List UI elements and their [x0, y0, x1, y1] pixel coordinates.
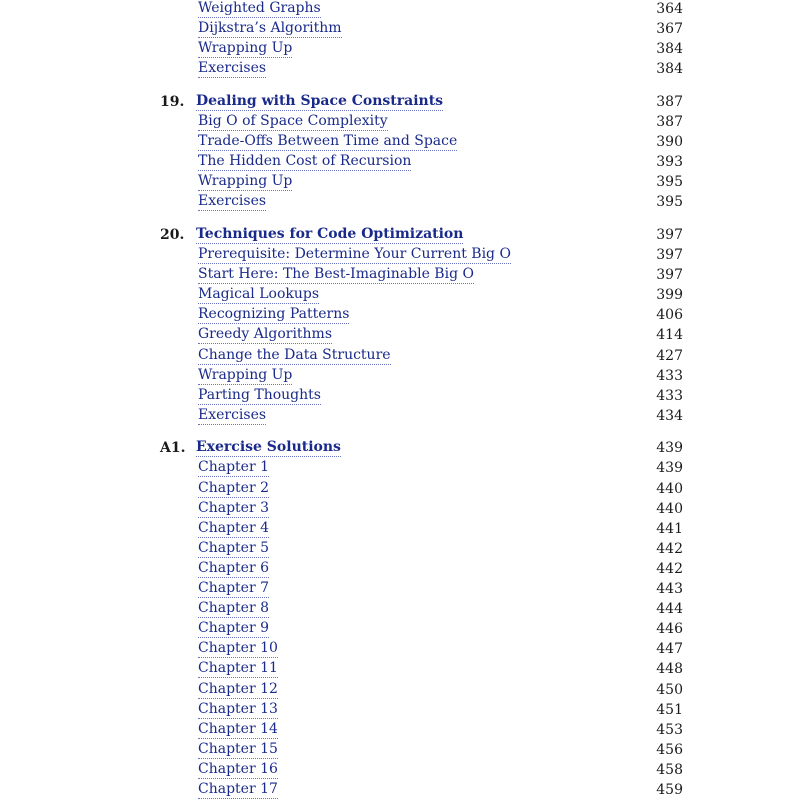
toc-section-row	[0, 132, 800, 152]
toc-section-link[interactable]: Chapter 7	[198, 580, 269, 597]
toc-section-link[interactable]: Chapter 17	[198, 780, 278, 797]
toc-section-row	[0, 285, 800, 305]
toc-page-number: 453	[656, 721, 683, 738]
toc-page-number: 364	[656, 1, 683, 17]
toc-chapter-row	[0, 92, 800, 112]
toc-section-row	[0, 192, 800, 212]
toc-section-link[interactable]: Exercises	[198, 193, 267, 210]
toc-section-link[interactable]: Start Here: The Best-Imaginable Big O	[198, 266, 474, 283]
toc-page-number: 442	[656, 540, 683, 557]
toc-section-link[interactable]: Chapter 16	[198, 760, 278, 777]
toc-section-row	[0, 740, 800, 760]
toc-section-row	[0, 152, 800, 172]
toc-page-number: 439	[656, 440, 683, 457]
toc-section-row	[0, 406, 800, 426]
toc-chapter	[0, 92, 800, 213]
toc-page-number: 440	[656, 500, 683, 517]
toc-section-link[interactable]: Chapter 4	[198, 519, 269, 536]
toc-section-row	[0, 325, 800, 345]
toc-page-number: 397	[656, 267, 683, 284]
toc-page-number: 450	[656, 681, 683, 698]
toc-spacer	[0, 426, 800, 439]
toc-page-number: 444	[656, 601, 683, 618]
toc-chapter-link[interactable]: Dealing with Space Constraints	[196, 92, 444, 109]
toc-chapter	[0, 225, 800, 426]
toc-page-number: 390	[656, 134, 683, 151]
toc-section-link[interactable]: Trade-Offs Between Time and Space	[198, 133, 458, 150]
toc-section-row	[0, 366, 800, 386]
toc-section-link[interactable]: Dijkstra’s Algorithm	[198, 20, 342, 37]
toc-section-link[interactable]: Parting Thoughts	[198, 386, 321, 403]
toc-section-row	[0, 720, 800, 740]
toc-chapter-number: 19.	[160, 93, 185, 110]
toc-section-row	[0, 579, 800, 599]
toc-section-row	[0, 458, 800, 478]
toc-section-link[interactable]: Chapter 14	[198, 720, 278, 737]
toc-section-link[interactable]: Chapter 11	[198, 660, 278, 677]
toc-section-row	[0, 305, 800, 325]
toc-page-number: 446	[656, 621, 683, 638]
toc-section-row	[0, 245, 800, 265]
toc-section-link[interactable]: Chapter 10	[198, 640, 278, 657]
toc-page-number: 448	[656, 661, 683, 678]
toc-chapter-link[interactable]: Exercise Solutions	[196, 439, 341, 456]
toc-page-number: 393	[656, 154, 683, 171]
toc-page-number: 384	[656, 41, 683, 58]
toc-section-link[interactable]: Chapter 9	[198, 620, 269, 637]
toc-page-number: 451	[656, 701, 683, 718]
toc-section-link[interactable]: Wrapping Up	[198, 40, 293, 57]
toc-section-row	[0, 172, 800, 192]
toc-page-number: 395	[656, 194, 683, 211]
toc-page-number: 443	[656, 581, 683, 598]
toc-section-row	[0, 0, 800, 19]
toc-section-row	[0, 59, 800, 79]
toc-section-link[interactable]: Chapter 8	[198, 600, 269, 617]
toc-page-number: 367	[656, 21, 683, 38]
toc-section-link[interactable]: Greedy Algorithms	[198, 326, 333, 343]
toc-page-number: 458	[656, 761, 683, 778]
toc-section-link[interactable]: Exercises	[198, 60, 267, 77]
toc-section-link[interactable]: Magical Lookups	[198, 286, 320, 303]
toc-section-row	[0, 39, 800, 59]
toc-page-number: 447	[656, 641, 683, 658]
toc-page-number: 399	[656, 287, 683, 304]
toc-section-row	[0, 112, 800, 132]
toc-section-link[interactable]: Chapter 12	[198, 680, 278, 697]
toc-section-link[interactable]: Chapter 15	[198, 740, 278, 757]
toc-page-number: 439	[656, 460, 683, 477]
toc-section-row	[0, 639, 800, 659]
toc-section-row	[0, 700, 800, 720]
toc-section-link[interactable]: Chapter 1	[198, 459, 269, 476]
toc-section-link[interactable]: Chapter 13	[198, 700, 278, 717]
toc-page-number: 387	[656, 113, 683, 130]
toc-section-link[interactable]: Big O of Space Complexity	[198, 112, 388, 129]
toc-chapter-row	[0, 438, 800, 458]
toc-spacer	[0, 212, 800, 225]
toc-page-number: 384	[656, 61, 683, 78]
toc-lead-group	[0, 0, 800, 79]
toc-page-number: 441	[656, 520, 683, 537]
toc-section-row	[0, 680, 800, 700]
toc-chapter-number: 20.	[160, 226, 185, 243]
toc-page-number: 456	[656, 741, 683, 758]
toc-page-number: 433	[656, 367, 683, 384]
toc-section-row	[0, 19, 800, 39]
toc-page-number: 442	[656, 560, 683, 577]
toc-section-row	[0, 539, 800, 559]
toc-page-number: 434	[656, 407, 683, 424]
toc-section-row	[0, 559, 800, 579]
toc-section-row	[0, 499, 800, 519]
toc-chapter-number: A1.	[160, 440, 186, 457]
toc-section-link[interactable]: Chapter 2	[198, 479, 269, 496]
toc-section-link[interactable]: Wrapping Up	[198, 173, 293, 190]
toc-section-link[interactable]: The Hidden Cost of Recursion	[198, 153, 412, 170]
toc-section-row	[0, 479, 800, 499]
toc-page-number: 395	[656, 174, 683, 191]
toc-section-row	[0, 659, 800, 679]
toc-page-number: 387	[656, 93, 683, 110]
toc-page-number: 397	[656, 247, 683, 264]
toc-section-link[interactable]: Change the Data Structure	[198, 346, 391, 363]
toc-page-number: 440	[656, 480, 683, 497]
toc-page-number: 397	[656, 226, 683, 243]
toc-page-number: 433	[656, 387, 683, 404]
toc-section-link[interactable]: Chapter 6	[198, 559, 269, 576]
toc-chapter-row	[0, 225, 800, 245]
toc-section-row	[0, 386, 800, 406]
toc-section-link[interactable]: Chapter 3	[198, 499, 269, 516]
toc-section-row	[0, 265, 800, 285]
toc-section-link[interactable]: Recognizing Patterns	[198, 306, 350, 323]
toc-page-number: 406	[656, 307, 683, 324]
toc-section-row	[0, 619, 800, 639]
toc-section-row	[0, 760, 800, 780]
toc-page-number: 459	[656, 781, 683, 798]
toc-section-row	[0, 780, 800, 800]
toc-section-link[interactable]: Exercises	[198, 406, 267, 423]
toc-spacer	[0, 79, 800, 92]
toc-chapter	[0, 438, 800, 800]
toc-section-row	[0, 519, 800, 539]
toc-section-row	[0, 346, 800, 366]
toc-page-number: 414	[656, 327, 683, 344]
toc-section-link[interactable]: Chapter 5	[198, 539, 269, 556]
toc-chapter-link[interactable]: Techniques for Code Optimization	[196, 225, 464, 242]
toc-section-link[interactable]: Weighted Graphs	[198, 0, 321, 16]
toc-section-row	[0, 599, 800, 619]
toc-section-link[interactable]: Wrapping Up	[198, 366, 293, 383]
toc-page-number: 427	[656, 347, 683, 364]
toc-section-link[interactable]: Prerequisite: Determine Your Current Big O	[198, 246, 511, 263]
